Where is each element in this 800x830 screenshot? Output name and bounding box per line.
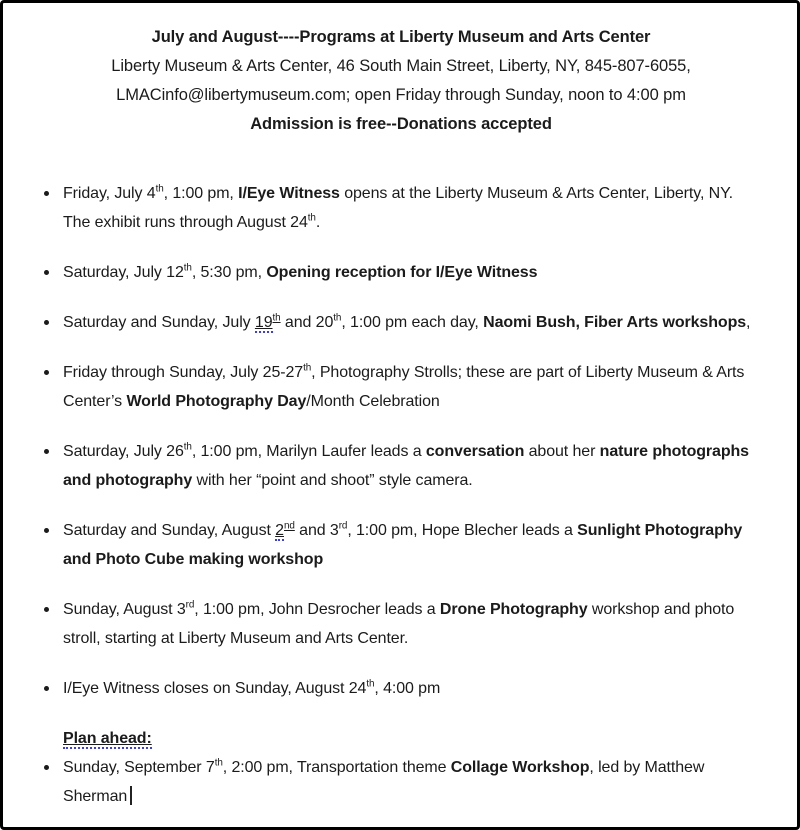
- event-text: Saturday and Sunday, August 2nd and 3rd, 1:00 pm, Hope Blecher leads a Sunlight Photography and Photo Cube making workshop: [63, 520, 743, 568]
- bullet-icon: [44, 607, 49, 612]
- bullet-icon: [44, 686, 49, 691]
- event-item-collage-workshop[interactable]: [27, 753, 775, 811]
- event-item-exhibit-opens[interactable]: [27, 179, 775, 237]
- event-item-fiber-arts[interactable]: [27, 308, 775, 337]
- bullet-icon: [44, 449, 49, 454]
- event-text: Sunday, September 7th, 2:00 pm, Transportation theme Collage Workshop, led by Matthew Sherman: [63, 757, 705, 805]
- plan-ahead-heading[interactable]: [27, 724, 775, 753]
- address-line[interactable]: Liberty Museum & Arts Center, 46 South Main Street, Liberty, NY, 845-807-6055,: [111, 57, 691, 75]
- event-item-drone-photography[interactable]: [27, 595, 775, 653]
- bullet-icon: [44, 270, 49, 275]
- event-list: [27, 179, 775, 811]
- event-item-photography-strolls[interactable]: [27, 358, 775, 416]
- bullet-icon: [44, 191, 49, 196]
- event-text: Saturday, July 12th, 5:30 pm, Opening reception for I/Eye Witness: [63, 262, 538, 281]
- admission-line[interactable]: Admission is free--Donations accepted: [250, 115, 552, 133]
- event-item-sunlight-photography[interactable]: [27, 516, 775, 574]
- event-item-exhibit-closes[interactable]: [27, 674, 775, 703]
- bullet-icon: [44, 320, 49, 325]
- document-title[interactable]: July and August----Programs at Liberty Museum and Arts Center: [151, 28, 651, 46]
- text-cursor: [130, 786, 132, 805]
- contact-line[interactable]: LMACinfo@libertymuseum.com; open Friday through Sunday, noon to 4:00 pm: [116, 86, 686, 104]
- bullet-icon: [44, 765, 49, 770]
- bullet-icon: [44, 370, 49, 375]
- event-text: Friday, July 4th, 1:00 pm, I/Eye Witness opens at the Liberty Museum & Arts Center, Liberty, NY. The exhibit runs through August 24th.: [63, 183, 733, 231]
- plan-ahead-text: Plan ahead:: [63, 730, 152, 747]
- event-text: Friday through Sunday, July 25-27th, Photography Strolls; these are part of Liberty Museum & Arts Center’s World Photography Day/Month Celebration: [63, 362, 745, 410]
- event-text: Saturday and Sunday, July 19th and 20th, 1:00 pm each day, Naomi Bush, Fiber Arts workshops,: [63, 312, 751, 331]
- event-text: Sunday, August 3rd, 1:00 pm, John Desrocher leads a Drone Photography workshop and photo stroll, starting at Liberty Museum and Arts Center.: [63, 599, 735, 647]
- event-item-laufer-conversation[interactable]: [27, 437, 775, 495]
- event-text: Saturday, July 26th, 1:00 pm, Marilyn Laufer leads a conversation about her nature photographs and photography with her “point and shoot” style camera.: [63, 441, 749, 489]
- event-text: I/Eye Witness closes on Sunday, August 24th, 4:00 pm: [63, 678, 441, 697]
- event-item-opening-reception[interactable]: [27, 258, 775, 287]
- document-header: [27, 23, 775, 139]
- bullet-icon: [44, 528, 49, 533]
